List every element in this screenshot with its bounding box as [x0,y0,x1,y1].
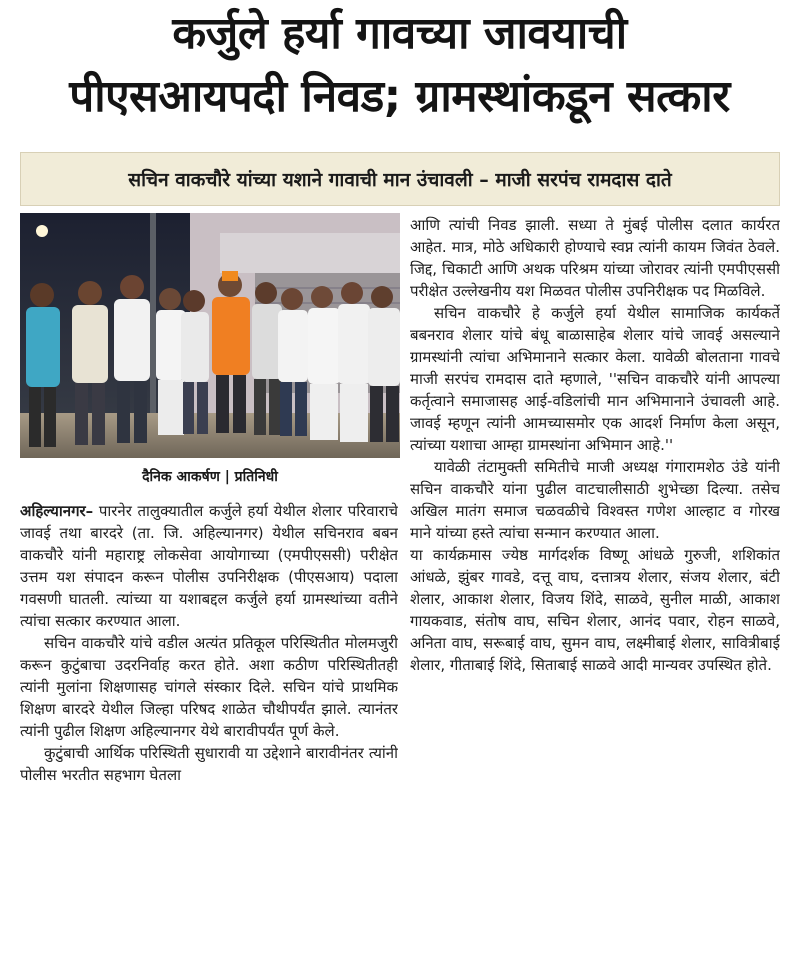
headline-line-2: पीएसआयपदी निवड; ग्रामस्थांकडून सत्कार [69,71,730,122]
article-column-left [20,500,398,950]
subheadline: सचिन वाकचौरे यांच्या यशाने गावाची मान उंचावली – माजी सरपंच रामदास दाते [20,152,780,206]
dateline: अहिल्यानगर– [20,502,94,520]
event-photo [20,213,400,458]
headline [8,4,791,130]
article-paragraph: सचिन वाकचौरे हे कर्जुले हर्या येथील सामाजिक कार्यकर्ते बबनराव शेलार यांचे बंधू बाळासाहेब शेलार यांचे जावई असल्याने ग्रामस्थांनी त्यांचा अभिमानाने सत्कार केला. यावेळी बोलताना गावचे माजी सरपंच रामदास दाते म्हणाले, ''सचिन वाकचौरे यांनी आपल्या कर्तृत्वाने समाजासह आई-वडिलांची मान अभिमानाने उंचावली आहे. जावई म्हणून त्यांनी आमच्यासमोर एक आदर्श निर्माण केला असून, त्यांच्या यशाचा आम्हा ग्रामस्थांना अभिमान आहे.'' [410,304,780,454]
felicitation-group-photo [20,213,400,458]
article-paragraph: सचिन वाकचौरे यांचे वडील अत्यंत प्रतिकूल परिस्थितीत मोलमजुरी करून कुटुंबाचा उदरनिर्वाह करत होते. अशा कठीण परिस्थितीतही त्यांनी मुलांना शिक्षणासह चांगले संस्कार दिले. सचिन यांचे प्राथमिक शिक्षण बारदरे येथील जिल्हा परिषद शाळेत चौथीपर्यंत झाले. त्यानंतर त्यांनी पुढील शिक्षण अहिल्यानगर येथे बारावीपर्यंत पूर्ण केले. [20,634,398,740]
paragraph-text: पारनेर तालुक्यातील कर्जुले हर्या येथील शेलार परिवाराचे जावई तथा बारदरे (ता. जि. अहिल्यानगर) येथील सचिनराव बबन वाकचौरे यांनी महाराष्ट्र लोकसेवा आयोगाच्या (एमपीएससी) परीक्षेत उत्तम यश संपादन करून पोलीस उपनिरीक्षक (पीएसआय) पदाला गवसणी घातली. त्यांच्या या यशाबद्दल कर्जुले हर्या ग्रामस्थांच्या वतीने त्यांचा सत्कार करण्यात आला. [20,502,398,630]
article-paragraph: कुटुंबाची आर्थिक परिस्थिती सुधारावी या उद्देशाने बारावीनंतर त्यांनी पोलीस भरतीत सहभाग घेतला [20,744,398,784]
article-paragraph: आणि त्यांची निवड झाली. सध्या ते मुंबई पोलीस दलात कार्यरत आहेत. मात्र, मोठे अधिकारी होण्याचे स्वप्न त्यांनी कायम जिवंत ठेवले. जिद्द, चिकाटी आणि अथक परिश्रम यांच्या जोरावर त्यांनी एमपीएससी परीक्षेत उल्लेखनीय यश मिळवत पोलीस उपनिरीक्षक पद मिळविले. [410,216,780,300]
article-column-right [410,214,780,944]
article-paragraph: या कार्यक्रमास ज्येष्ठ मार्गदर्शक विष्णू आंधळे गुरुजी, शशिकांत आंधळे, झुंबर गावडे, दत्तू वाघ, दत्तात्रय शेलार, संजय शेलार, बंटी शेलार, आकाश शेलार, विजय शिंदे, साळवे, सुनील माळी, आकाश गायकवाड, संतोष वाघ, सचिन शेलार, आनंद पवार, रोहन साळवे, अनिता वाघ, सरूबाई वाघ, सुमन वाघ, लक्ष्मीबाई शेलार, सावित्रीबाई शेलार, गीताबाई शिंदे, सिताबाई साळवे आदी मान्यवर उपस्थित होते. [410,546,780,674]
headline-line-1: कर्जुले हर्या गावच्या जावयाची [172,8,627,59]
article-paragraph [20,500,398,632]
article-paragraph: यावेळी तंटामुक्ती समितीचे माजी अध्यक्ष गंगारामशेठ उंडे यांनी सचिन वाकचौरे यांना पुढील वाटचालीसाठी शुभेच्छा दिल्या. तसेच अखिल मातंग समाज चळवळीचे विश्वस्त गणेश आल्हाट व गोरख माने यांच्या हस्ते त्यांचा सन्मान करण्यात आला. [410,458,780,542]
photo-caption: दैनिक आकर्षण | प्रतिनिधी [142,469,278,485]
